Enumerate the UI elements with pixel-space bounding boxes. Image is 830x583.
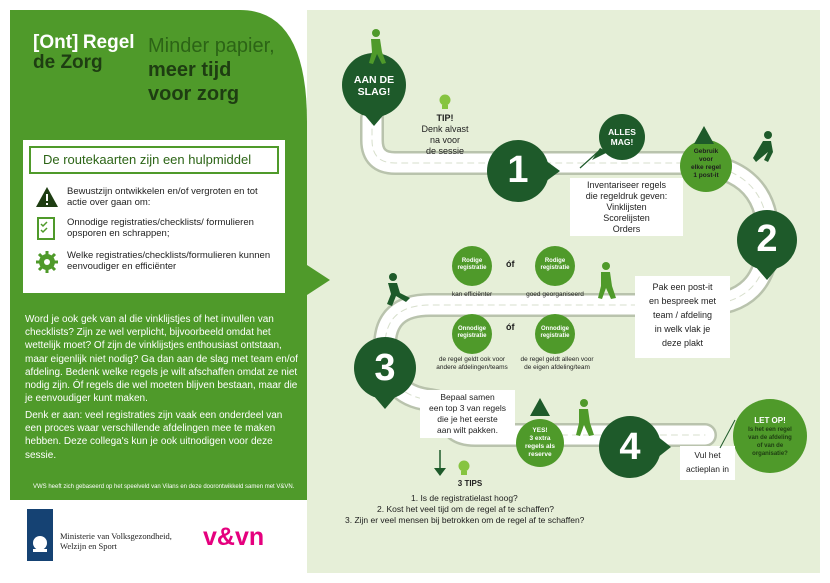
checklist-icon xyxy=(35,217,59,241)
grid-2-l1: Rodige xyxy=(544,258,566,264)
yes-3: regels als xyxy=(525,443,555,450)
grid-2-l2: registratie xyxy=(540,265,570,271)
step-4-line1: Vul het xyxy=(694,450,721,460)
grid-2-label xyxy=(535,258,575,272)
letop-1: Is het een regel xyxy=(748,427,792,433)
letop-2: van de afdeling xyxy=(748,435,792,441)
step-3-line4: aan wilt pakken. xyxy=(437,425,498,435)
step-4-line2: actieplan in xyxy=(685,464,729,474)
tip-item-1: 1. Is de registratielast hoog? xyxy=(411,493,518,503)
letop-4: organisatie? xyxy=(752,451,788,457)
grid-3-caption xyxy=(428,356,516,372)
step-1-line2: die regeldruk geven: xyxy=(585,191,668,201)
yes-4: reserve xyxy=(528,451,552,458)
yes-1: YES! xyxy=(532,427,548,434)
or-label-1: óf xyxy=(506,259,515,269)
tips-title: 3 TIPS xyxy=(457,479,483,488)
tagline-line1: Minder papier, xyxy=(148,35,275,57)
alles-mag-2: MAG! xyxy=(610,137,634,147)
credit-text: VWS heeft zich gebaseerd op het speelveld van Vilans en deze doorontwikkeld samen met V&VN. xyxy=(33,484,295,490)
tagline xyxy=(148,34,275,106)
letop-3: of van de xyxy=(756,443,784,449)
grid-4-caption xyxy=(512,356,602,372)
body-paragraph-2: Denk er aan: veel registraties zijn vaak een onderdeel van een proces waar verschillende afdelingen mee te maken hebben. Deze collega's kun je ook uitnodigen voor deze sessie. xyxy=(25,410,283,461)
ministry-line1: Ministerie van Volksgezondheid, xyxy=(60,531,172,541)
step-1-line3: Vinklijsten xyxy=(606,202,647,212)
grid-4-caption2: de eigen afdeling/team xyxy=(524,364,590,371)
step-2-number: 2 xyxy=(756,218,778,260)
alles-mag-label xyxy=(604,127,640,147)
vvn-logo: v&vn xyxy=(203,523,265,551)
step-2-line4: in welk vlak je xyxy=(654,324,711,334)
brand-ont: [Ont] xyxy=(33,32,79,53)
tip-1-title: TIP! xyxy=(436,113,454,123)
grid-3-label xyxy=(452,326,492,340)
step-3-number: 3 xyxy=(374,347,396,389)
step-3-line3: die je het eerste xyxy=(437,414,498,424)
grid-1-label xyxy=(452,258,492,272)
grid-4-l1: Onnodige xyxy=(541,326,569,332)
step-4-number: 4 xyxy=(619,426,641,468)
body-paragraph-1: Word je ook gek van al die vinklijstjes of het invullen van checklists? Zijn ze wel verplicht, bijvoorbeeld omdat het wettelijk moet? Of zijn de vinklijstjes enthousiast ontstaan, maar eigenlijk niet nodig? Ga dan aan de slag met team en/of afdeling. Bedenk welke regels je wilt afschaffen omdat ze niet nodig zijn. Óf regels die wel moeten blijven bestaan, maar die je eenvoudiger kunt maken. xyxy=(25,314,298,405)
grid-2-caption: goed georganiseerd xyxy=(526,291,584,298)
grid-4-l2: registratie xyxy=(540,333,570,339)
brand-logo xyxy=(33,33,135,73)
or-label-2: óf xyxy=(506,322,515,332)
tagline-line2: meer tijd xyxy=(148,59,232,81)
postit-4: 1 post-it xyxy=(693,172,719,179)
letop-label xyxy=(738,416,802,458)
alles-mag-1: ALLES xyxy=(608,127,636,137)
grid-1-l2: registratie xyxy=(457,265,487,271)
tips-list xyxy=(345,493,645,526)
start-label-1: AAN DE xyxy=(353,74,395,86)
card-item-2 xyxy=(35,217,254,244)
yes-label xyxy=(518,427,562,459)
grid-1-l1: Rodige xyxy=(461,258,483,264)
yes-2: 3 extra xyxy=(529,435,551,442)
tip-1-line1: Denk alvast xyxy=(421,124,469,134)
postit-label xyxy=(684,148,728,180)
step-2-line3: team / afdeling xyxy=(652,310,713,320)
step-2-line5: deze plakt xyxy=(661,338,704,348)
postit-1: Gebruik xyxy=(693,148,719,155)
step-2-line1: Pak een post-it xyxy=(652,282,713,292)
warning-icon xyxy=(35,186,59,208)
grid-3-l2: registratie xyxy=(457,333,487,339)
coat-of-arms-icon xyxy=(27,509,53,561)
card-item-2-text: Onnodige registraties/checklists/ formulieren opsporen en schrappen; xyxy=(67,217,254,239)
step-1-number: 1 xyxy=(507,149,529,191)
step-3-text xyxy=(420,392,515,436)
info-card xyxy=(23,140,285,293)
ministry-logo-bar xyxy=(27,509,53,561)
grid-4-caption1: de regel geldt alleen voor xyxy=(520,356,594,363)
tagline-line3: voor zorg xyxy=(148,83,240,105)
grid-3-l1: Onnodige xyxy=(458,326,486,332)
ministry-name xyxy=(60,531,172,551)
brand-de-zorg: de Zorg xyxy=(33,52,103,73)
gear-icon xyxy=(35,250,59,274)
step-2-text xyxy=(635,280,730,350)
postit-2: voor xyxy=(698,156,714,163)
step-1-line4: Scorelijsten xyxy=(603,213,650,223)
card-item-1 xyxy=(35,186,258,211)
tip-item-3: 3. Zijn er veel mensen bij betrokken om de regel af te schaffen? xyxy=(345,515,585,525)
card-item-3-text: Welke registraties/checklists/formulieren kunnen eenvoudiger en efficiënter xyxy=(67,250,271,272)
step-2-line2: en bespreek met xyxy=(648,296,717,306)
card-title: De routekaarten zijn een hulpmiddel xyxy=(29,146,279,174)
step-1-line1: Inventariseer regels xyxy=(586,180,667,190)
start-label-2: SLAG! xyxy=(357,86,391,98)
grid-3-caption1: de regel geldt ook voor xyxy=(438,356,506,363)
card-item-3 xyxy=(35,250,271,277)
tip-1-line3: de sessie xyxy=(425,146,465,156)
tip-1-line2: na voor xyxy=(429,135,461,145)
grid-3-caption2: andere afdelingen/teams xyxy=(436,364,508,371)
tip-item-2: 2. Kost het veel tijd om de regel af te schaffen? xyxy=(377,504,555,514)
card-item-1-text: Bewustzijn ontwikkelen en/of vergroten en tot actie over gaan om: xyxy=(67,186,258,208)
step-1-line5: Orders xyxy=(612,224,641,234)
letop-title: LET OP! xyxy=(754,416,786,425)
step-4-text xyxy=(680,448,735,476)
grid-4-label xyxy=(535,326,575,340)
tip-1 xyxy=(420,113,470,157)
grid-1-caption: kan efficiënter xyxy=(451,291,493,298)
step-3-line2: een top 3 van regels xyxy=(428,403,507,413)
postit-3: elke regel xyxy=(691,164,721,171)
ministry-line2: Welzijn en Sport xyxy=(60,541,117,551)
start-label xyxy=(349,74,399,98)
brand-regel: Regel xyxy=(82,32,135,53)
step-1-text xyxy=(570,180,683,235)
step-3-line1: Bepaal samen xyxy=(440,392,495,402)
